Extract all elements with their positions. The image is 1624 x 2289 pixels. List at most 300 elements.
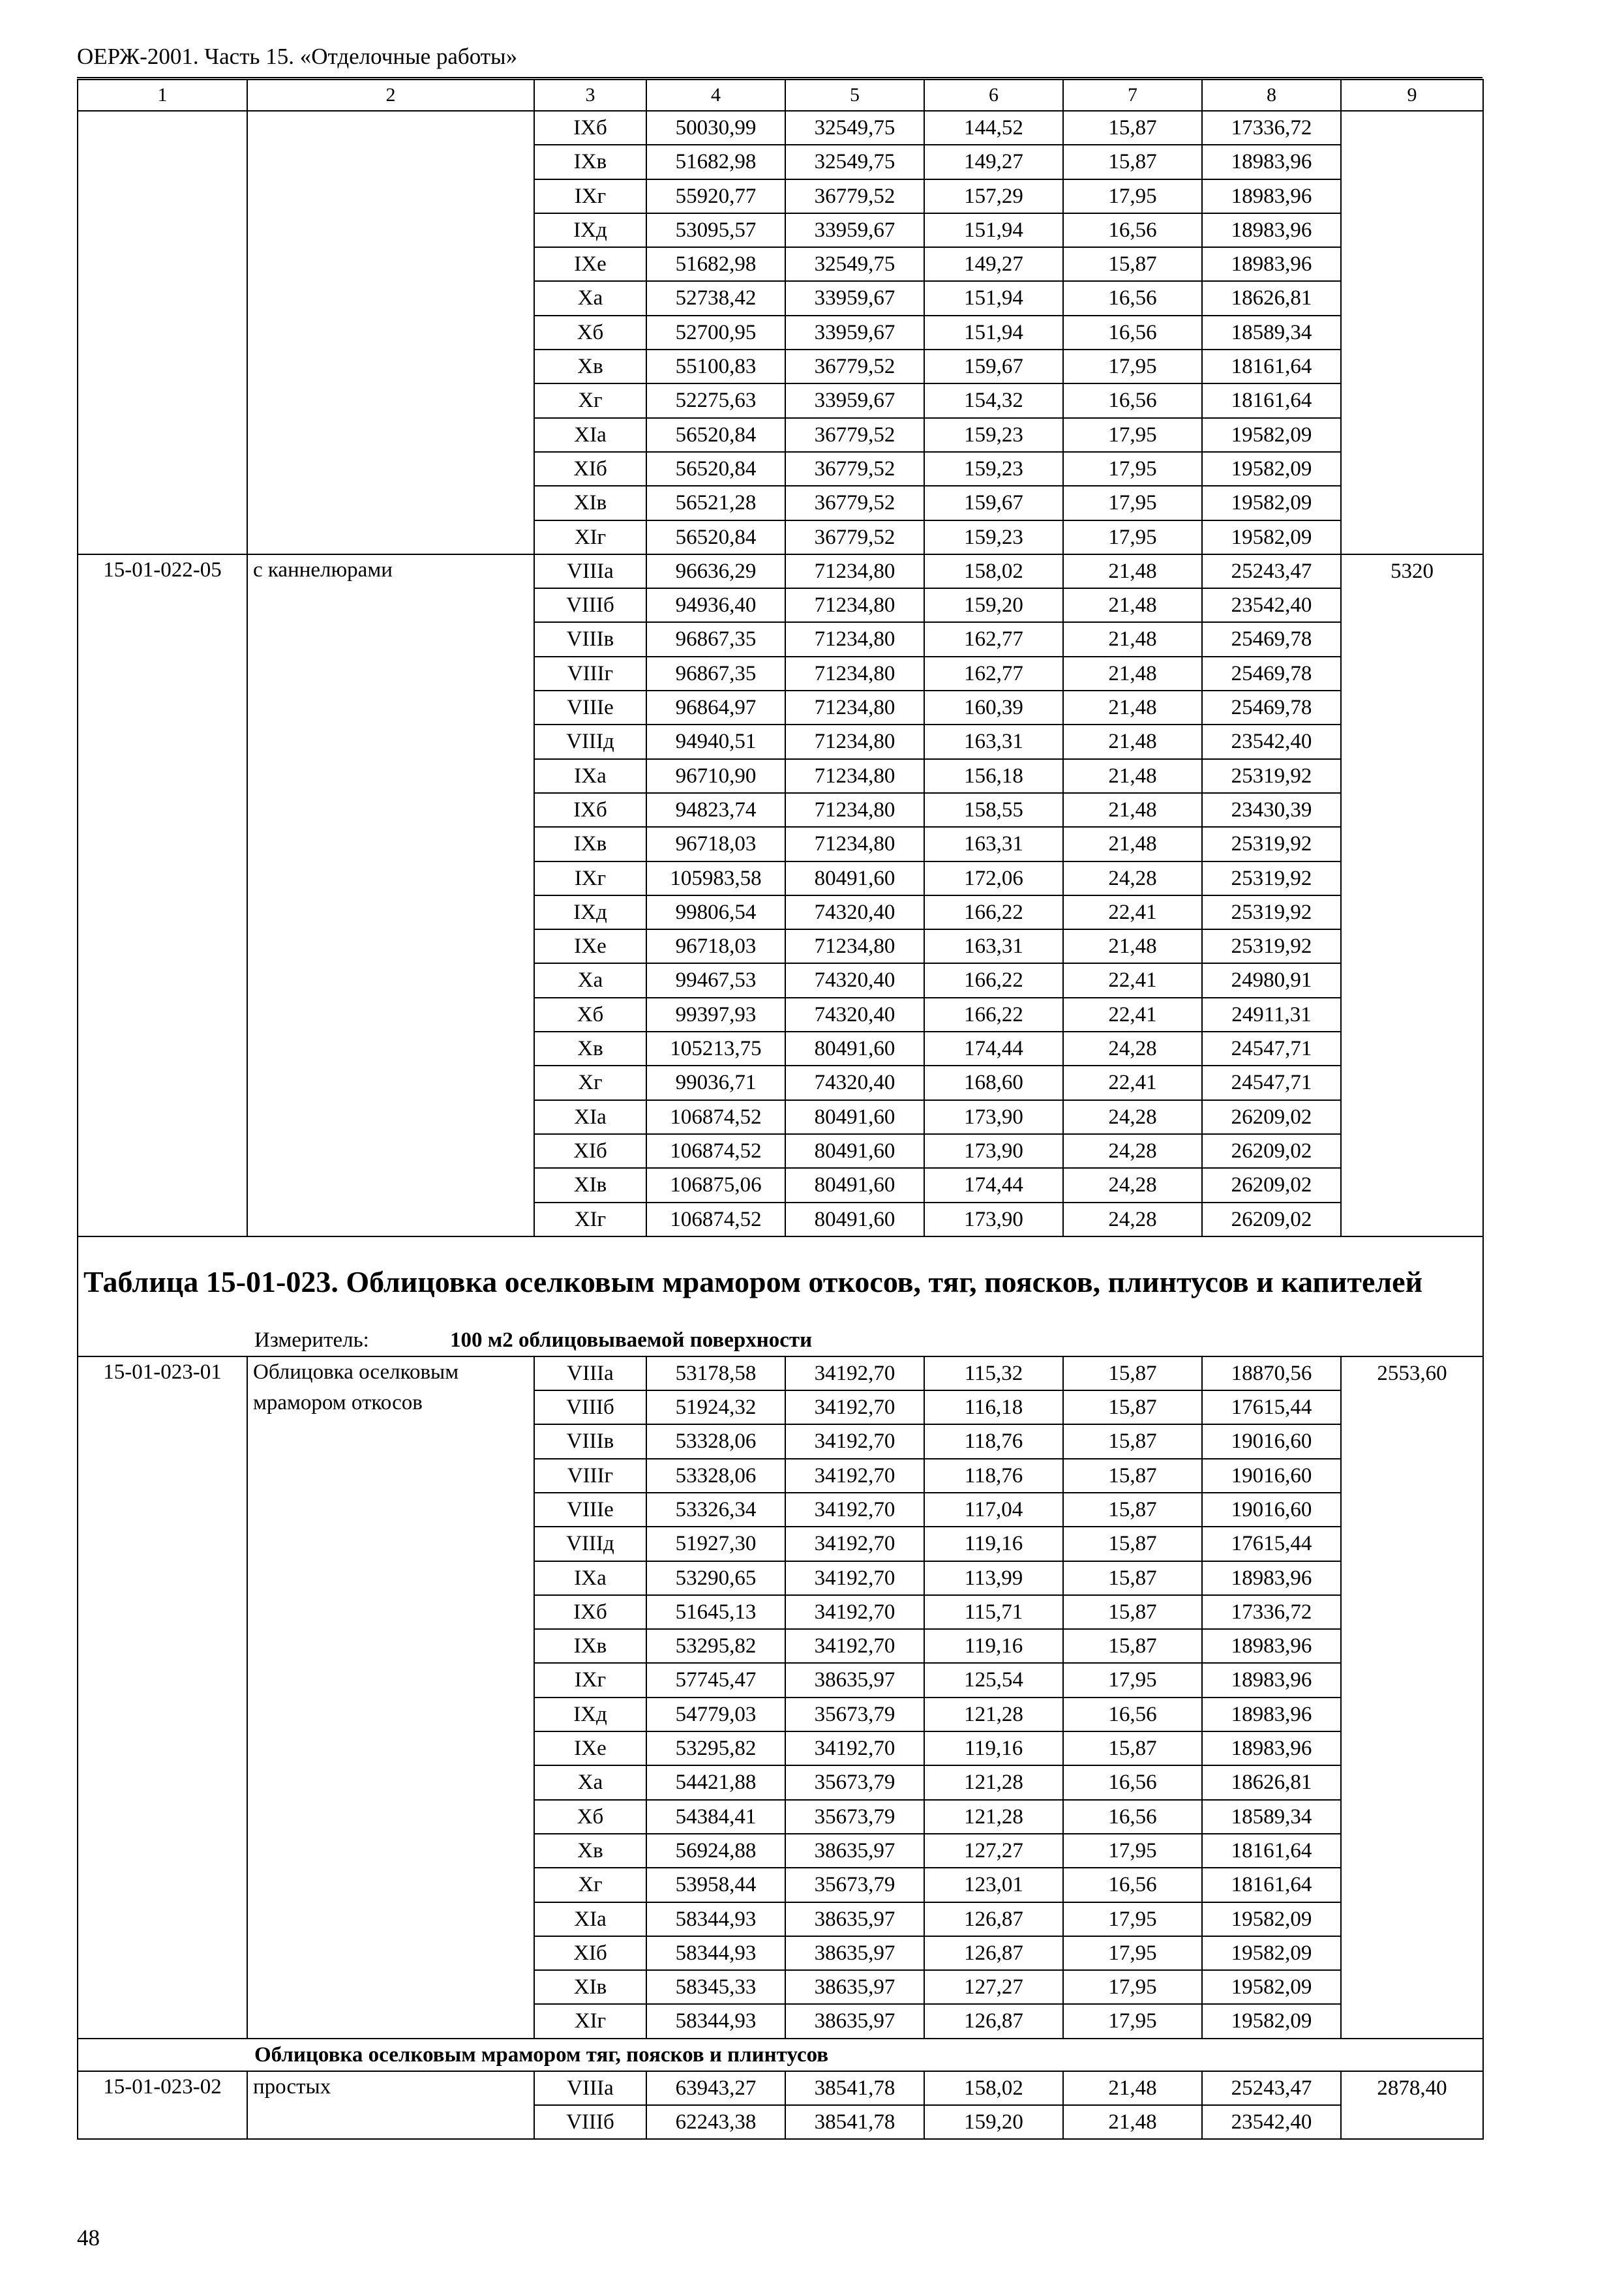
zone-cell: IXг (534, 179, 646, 213)
value-cell: 94936,40 (646, 588, 785, 622)
col9-value: 2553,60 (1341, 1356, 1483, 2039)
value-cell: 21,48 (1063, 657, 1202, 691)
value-cell: 71234,80 (785, 691, 924, 725)
value-cell: 53295,82 (646, 1731, 785, 1765)
value-cell: 151,94 (924, 281, 1063, 315)
value-cell: 56520,84 (646, 418, 785, 452)
value-cell: 71234,80 (785, 827, 924, 861)
value-cell: 15,87 (1063, 1356, 1202, 1390)
value-cell: 50030,99 (646, 111, 785, 145)
value-cell: 55920,77 (646, 179, 785, 213)
value-cell: 57745,47 (646, 1663, 785, 1697)
value-cell: 15,87 (1063, 145, 1202, 179)
value-cell: 149,27 (924, 145, 1063, 179)
value-cell: 173,90 (924, 1134, 1063, 1168)
value-cell: 24,28 (1063, 1134, 1202, 1168)
value-cell: 38635,97 (785, 1970, 924, 2004)
value-cell: 17,95 (1063, 486, 1202, 520)
zone-cell: Xг (534, 1868, 646, 1902)
value-cell: 160,39 (924, 691, 1063, 725)
zone-cell: IXе (534, 1731, 646, 1765)
value-cell: 21,48 (1063, 622, 1202, 656)
value-cell: 53326,34 (646, 1493, 785, 1527)
value-cell: 121,28 (924, 1765, 1063, 1799)
measure-label: Измеритель: (254, 1328, 369, 1352)
value-cell: 15,87 (1063, 1629, 1202, 1663)
value-cell: 22,41 (1063, 1066, 1202, 1100)
value-cell: 34192,70 (785, 1424, 924, 1458)
value-cell: 33959,67 (785, 383, 924, 417)
value-cell: 96718,03 (646, 929, 785, 963)
value-cell: 21,48 (1063, 691, 1202, 725)
value-cell: 80491,60 (785, 1134, 924, 1168)
value-cell: 25319,92 (1202, 759, 1341, 793)
zone-cell: IXд (534, 1698, 646, 1731)
zone-cell: Xа (534, 1765, 646, 1799)
zone-cell: VIIIб (534, 2105, 646, 2139)
zone-cell: Xа (534, 281, 646, 315)
value-cell: 94940,51 (646, 725, 785, 758)
value-cell: 34192,70 (785, 1561, 924, 1595)
value-cell: 18983,96 (1202, 145, 1341, 179)
value-cell: 144,52 (924, 111, 1063, 145)
rate-code: 15-01-022-05 (78, 554, 247, 1236)
value-cell: 19582,09 (1202, 2004, 1341, 2038)
zone-cell: VIIIв (534, 1424, 646, 1458)
value-cell: 33959,67 (785, 213, 924, 247)
value-cell: 51927,30 (646, 1527, 785, 1561)
value-cell: 99467,53 (646, 963, 785, 997)
value-cell: 25319,92 (1202, 895, 1341, 929)
value-cell: 96636,29 (646, 554, 785, 588)
value-cell: 71234,80 (785, 793, 924, 827)
value-cell: 15,87 (1063, 1595, 1202, 1629)
zone-cell: XIг (534, 1203, 646, 1236)
value-cell: 38541,78 (785, 2105, 924, 2139)
value-cell: 18161,64 (1202, 1868, 1341, 1902)
zone-cell: XIг (534, 520, 646, 554)
value-cell: 53328,06 (646, 1424, 785, 1458)
value-cell: 25469,78 (1202, 657, 1341, 691)
value-cell: 16,56 (1063, 1800, 1202, 1834)
table-row (78, 111, 1483, 145)
value-cell: 21,48 (1063, 2105, 1202, 2139)
value-cell: 35673,79 (785, 1800, 924, 1834)
value-cell: 18983,96 (1202, 1731, 1341, 1765)
value-cell: 38541,78 (785, 2071, 924, 2105)
value-cell: 21,48 (1063, 554, 1202, 588)
column-number-row (78, 80, 1483, 111)
value-cell: 34192,70 (785, 1629, 924, 1663)
value-cell: 127,27 (924, 1834, 1063, 1868)
value-cell: 53178,58 (646, 1356, 785, 1390)
zone-cell: VIIIа (534, 554, 646, 588)
value-cell: 26209,02 (1202, 1168, 1341, 1202)
value-cell: 154,32 (924, 383, 1063, 417)
value-cell: 99806,54 (646, 895, 785, 929)
value-cell: 55100,83 (646, 350, 785, 383)
zone-cell: VIIIа (534, 2071, 646, 2105)
value-cell: 24,28 (1063, 1032, 1202, 1066)
value-cell: 115,32 (924, 1356, 1063, 1390)
value-cell: 32549,75 (785, 111, 924, 145)
zone-cell: IXе (534, 929, 646, 963)
value-cell: 18983,96 (1202, 1629, 1341, 1663)
column-number: 2 (247, 80, 534, 111)
subheading-row (78, 2039, 1483, 2071)
zone-cell: XIа (534, 1100, 646, 1134)
value-cell: 126,87 (924, 1902, 1063, 1936)
value-cell: 35673,79 (785, 1868, 924, 1902)
zone-cell: VIIIе (534, 1493, 646, 1527)
value-cell: 159,23 (924, 452, 1063, 486)
zone-cell: Xа (534, 963, 646, 997)
value-cell: 19016,60 (1202, 1424, 1341, 1458)
value-cell: 35673,79 (785, 1698, 924, 1731)
zone-cell: IXа (534, 759, 646, 793)
value-cell: 159,20 (924, 2105, 1063, 2139)
value-cell: 158,02 (924, 554, 1063, 588)
zone-cell: XIб (534, 1134, 646, 1168)
value-cell: 24,28 (1063, 1100, 1202, 1134)
value-cell: 16,56 (1063, 316, 1202, 350)
table-title-row (78, 1236, 1483, 1324)
value-cell: 26209,02 (1202, 1134, 1341, 1168)
zone-cell: XIб (534, 1936, 646, 1970)
value-cell: 106875,06 (646, 1168, 785, 1202)
value-cell: 118,76 (924, 1424, 1063, 1458)
value-cell: 62243,38 (646, 2105, 785, 2139)
value-cell: 172,06 (924, 861, 1063, 895)
value-cell: 19582,09 (1202, 486, 1341, 520)
value-cell: 36779,52 (785, 179, 924, 213)
zone-cell: VIIIв (534, 622, 646, 656)
value-cell: 18161,64 (1202, 383, 1341, 417)
value-cell: 106874,52 (646, 1100, 785, 1134)
value-cell: 15,87 (1063, 1424, 1202, 1458)
value-cell: 173,90 (924, 1100, 1063, 1134)
value-cell: 56520,84 (646, 452, 785, 486)
value-cell: 24,28 (1063, 1168, 1202, 1202)
value-cell: 74320,40 (785, 963, 924, 997)
value-cell: 38635,97 (785, 1663, 924, 1697)
value-cell: 18983,96 (1202, 1698, 1341, 1731)
table-row (78, 554, 1483, 588)
value-cell: 36779,52 (785, 520, 924, 554)
value-cell: 18589,34 (1202, 1800, 1341, 1834)
value-cell: 53295,82 (646, 1629, 785, 1663)
value-cell: 15,87 (1063, 247, 1202, 281)
zone-cell: IXв (534, 827, 646, 861)
col9-value (1341, 111, 1483, 554)
value-cell: 58344,93 (646, 1936, 785, 1970)
value-cell: 17,95 (1063, 1834, 1202, 1868)
value-cell: 80491,60 (785, 1168, 924, 1202)
value-cell: 159,67 (924, 486, 1063, 520)
value-cell: 116,18 (924, 1390, 1063, 1424)
value-cell: 80491,60 (785, 1032, 924, 1066)
value-cell: 34192,70 (785, 1459, 924, 1493)
value-cell: 33959,67 (785, 281, 924, 315)
value-cell: 174,44 (924, 1032, 1063, 1066)
value-cell: 21,48 (1063, 929, 1202, 963)
value-cell: 71234,80 (785, 725, 924, 758)
value-cell: 156,18 (924, 759, 1063, 793)
value-cell: 54421,88 (646, 1765, 785, 1799)
value-cell: 17615,44 (1202, 1390, 1341, 1424)
value-cell: 58345,33 (646, 1970, 785, 2004)
measure-cell (78, 1324, 1483, 1356)
value-cell: 26209,02 (1202, 1100, 1341, 1134)
value-cell: 96867,35 (646, 622, 785, 656)
value-cell: 19582,09 (1202, 418, 1341, 452)
value-cell: 17,95 (1063, 1970, 1202, 2004)
value-cell: 159,20 (924, 588, 1063, 622)
value-cell: 80491,60 (785, 1203, 924, 1236)
value-cell: 121,28 (924, 1800, 1063, 1834)
value-cell: 17,95 (1063, 2004, 1202, 2038)
value-cell: 99036,71 (646, 1066, 785, 1100)
page-number: 48 (77, 2225, 100, 2251)
zone-cell: VIIIг (534, 1459, 646, 1493)
value-cell: 163,31 (924, 725, 1063, 758)
zone-cell: VIIIб (534, 1390, 646, 1424)
value-cell: 24547,71 (1202, 1032, 1341, 1066)
value-cell: 53290,65 (646, 1561, 785, 1595)
value-cell: 33959,67 (785, 316, 924, 350)
value-cell: 34192,70 (785, 1731, 924, 1765)
value-cell: 19016,60 (1202, 1459, 1341, 1493)
column-number: 9 (1341, 80, 1483, 111)
value-cell: 23430,39 (1202, 793, 1341, 827)
value-cell: 123,01 (924, 1868, 1063, 1902)
col9-value: 5320 (1341, 554, 1483, 1236)
value-cell: 118,76 (924, 1459, 1063, 1493)
value-cell: 106874,52 (646, 1203, 785, 1236)
value-cell: 166,22 (924, 895, 1063, 929)
zone-cell: Xв (534, 350, 646, 383)
value-cell: 32549,75 (785, 247, 924, 281)
value-cell: 74320,40 (785, 1066, 924, 1100)
value-cell: 51682,98 (646, 145, 785, 179)
zone-cell: IXд (534, 895, 646, 929)
value-cell: 17,95 (1063, 452, 1202, 486)
value-cell: 162,77 (924, 657, 1063, 691)
value-cell: 115,71 (924, 1595, 1063, 1629)
value-cell: 71234,80 (785, 929, 924, 963)
value-cell: 24980,91 (1202, 963, 1341, 997)
value-cell: 38635,97 (785, 2004, 924, 2038)
value-cell: 53958,44 (646, 1868, 785, 1902)
value-cell: 173,90 (924, 1203, 1063, 1236)
col9-value: 2878,40 (1341, 2071, 1483, 2140)
value-cell: 119,16 (924, 1731, 1063, 1765)
rates-table (77, 79, 1484, 2140)
value-cell: 157,29 (924, 179, 1063, 213)
value-cell: 166,22 (924, 963, 1063, 997)
value-cell: 166,22 (924, 998, 1063, 1032)
value-cell: 23542,40 (1202, 2105, 1341, 2139)
value-cell: 151,94 (924, 213, 1063, 247)
value-cell: 52275,63 (646, 383, 785, 417)
value-cell: 15,87 (1063, 1390, 1202, 1424)
value-cell: 51924,32 (646, 1390, 785, 1424)
value-cell: 105213,75 (646, 1032, 785, 1066)
value-cell: 52738,42 (646, 281, 785, 315)
value-cell: 24,28 (1063, 1203, 1202, 1236)
zone-cell: Xв (534, 1032, 646, 1066)
value-cell: 22,41 (1063, 963, 1202, 997)
value-cell: 24911,31 (1202, 998, 1341, 1032)
value-cell: 16,56 (1063, 1868, 1202, 1902)
value-cell: 18161,64 (1202, 350, 1341, 383)
value-cell: 17615,44 (1202, 1527, 1341, 1561)
zone-cell: XIв (534, 1168, 646, 1202)
column-number: 8 (1202, 80, 1341, 111)
value-cell: 18983,96 (1202, 179, 1341, 213)
zone-cell: VIIIг (534, 657, 646, 691)
value-cell: 126,87 (924, 2004, 1063, 2038)
value-cell: 18983,96 (1202, 247, 1341, 281)
zone-cell: XIв (534, 486, 646, 520)
zone-cell: Xг (534, 1066, 646, 1100)
value-cell: 158,02 (924, 2071, 1063, 2105)
value-cell: 119,16 (924, 1527, 1063, 1561)
value-cell: 21,48 (1063, 588, 1202, 622)
value-cell: 80491,60 (785, 1100, 924, 1134)
value-cell: 18626,81 (1202, 1765, 1341, 1799)
value-cell: 94823,74 (646, 793, 785, 827)
work-name: Облицовка оселковым мрамором откосов (247, 1356, 534, 2039)
rate-code (78, 111, 247, 554)
zone-cell: VIIIб (534, 588, 646, 622)
value-cell: 159,23 (924, 418, 1063, 452)
value-cell: 168,60 (924, 1066, 1063, 1100)
value-cell: 126,87 (924, 1936, 1063, 1970)
value-cell: 19582,09 (1202, 452, 1341, 486)
value-cell: 121,28 (924, 1698, 1063, 1731)
value-cell: 15,87 (1063, 1459, 1202, 1493)
value-cell: 16,56 (1063, 281, 1202, 315)
value-cell: 117,04 (924, 1493, 1063, 1527)
value-cell: 17,95 (1063, 418, 1202, 452)
value-cell: 158,55 (924, 793, 1063, 827)
value-cell: 36779,52 (785, 452, 924, 486)
value-cell: 52700,95 (646, 316, 785, 350)
header-rule (77, 77, 1482, 78)
zone-cell: XIв (534, 1970, 646, 2004)
zone-cell: XIа (534, 418, 646, 452)
value-cell: 25243,47 (1202, 554, 1341, 588)
value-cell: 99397,93 (646, 998, 785, 1032)
rate-code: 15-01-023-01 (78, 1356, 247, 2039)
value-cell: 18161,64 (1202, 1834, 1341, 1868)
value-cell: 18983,96 (1202, 213, 1341, 247)
value-cell: 56520,84 (646, 520, 785, 554)
value-cell: 63943,27 (646, 2071, 785, 2105)
value-cell: 18589,34 (1202, 316, 1341, 350)
value-cell: 17,95 (1063, 350, 1202, 383)
value-cell: 71234,80 (785, 622, 924, 656)
value-cell: 23542,40 (1202, 725, 1341, 758)
value-cell: 21,48 (1063, 725, 1202, 758)
value-cell: 19582,09 (1202, 1936, 1341, 1970)
value-cell: 19016,60 (1202, 1493, 1341, 1527)
zone-cell: VIIIе (534, 691, 646, 725)
table-title: Таблица 15-01-023. Облицовка оселковым мрамором откосов, тяг, поясков, плинтусов и капителей (78, 1236, 1483, 1324)
column-number: 3 (534, 80, 646, 111)
zone-cell: Xг (534, 383, 646, 417)
zone-cell: XIг (534, 2004, 646, 2038)
value-cell: 18983,96 (1202, 1561, 1341, 1595)
measure-value: 100 м2 облицовываемой поверхности (450, 1328, 813, 1352)
value-cell: 106874,52 (646, 1134, 785, 1168)
value-cell: 25469,78 (1202, 691, 1341, 725)
subheading: Облицовка оселковым мрамором тяг, поясков и плинтусов (78, 2039, 1483, 2071)
value-cell: 15,87 (1063, 1493, 1202, 1527)
value-cell: 34192,70 (785, 1390, 924, 1424)
zone-cell: IXа (534, 1561, 646, 1595)
value-cell: 32549,75 (785, 145, 924, 179)
value-cell: 25469,78 (1202, 622, 1341, 656)
zone-cell: Xб (534, 1800, 646, 1834)
zone-cell: IXб (534, 793, 646, 827)
zone-cell: Xб (534, 316, 646, 350)
value-cell: 19582,09 (1202, 1902, 1341, 1936)
value-cell: 25319,92 (1202, 827, 1341, 861)
value-cell: 34192,70 (785, 1493, 924, 1527)
value-cell: 19582,09 (1202, 1970, 1341, 2004)
value-cell: 21,48 (1063, 2071, 1202, 2105)
value-cell: 17336,72 (1202, 1595, 1341, 1629)
value-cell: 18983,96 (1202, 1663, 1341, 1697)
value-cell: 17,95 (1063, 520, 1202, 554)
value-cell: 163,31 (924, 929, 1063, 963)
value-cell: 18870,56 (1202, 1356, 1341, 1390)
column-number: 4 (646, 80, 785, 111)
value-cell: 36779,52 (785, 486, 924, 520)
value-cell: 163,31 (924, 827, 1063, 861)
value-cell: 174,44 (924, 1168, 1063, 1202)
value-cell: 96867,35 (646, 657, 785, 691)
zone-cell: IXг (534, 1663, 646, 1697)
value-cell: 25319,92 (1202, 929, 1341, 963)
value-cell: 159,23 (924, 520, 1063, 554)
value-cell: 36779,52 (785, 418, 924, 452)
value-cell: 17,95 (1063, 1936, 1202, 1970)
zone-cell: IXб (534, 1595, 646, 1629)
work-name: с каннелюрами (247, 554, 534, 1236)
column-number: 7 (1063, 80, 1202, 111)
zone-cell: Xб (534, 998, 646, 1032)
value-cell: 21,48 (1063, 827, 1202, 861)
zone-cell: IXд (534, 213, 646, 247)
value-cell: 15,87 (1063, 111, 1202, 145)
value-cell: 18626,81 (1202, 281, 1341, 315)
value-cell: 96718,03 (646, 827, 785, 861)
value-cell: 119,16 (924, 1629, 1063, 1663)
value-cell: 17,95 (1063, 179, 1202, 213)
value-cell: 96710,90 (646, 759, 785, 793)
table-row (78, 2071, 1483, 2105)
value-cell: 15,87 (1063, 1527, 1202, 1561)
zone-cell: IXв (534, 1629, 646, 1663)
zone-cell: IXв (534, 145, 646, 179)
value-cell: 24,28 (1063, 861, 1202, 895)
value-cell: 74320,40 (785, 895, 924, 929)
value-cell: 25319,92 (1202, 861, 1341, 895)
value-cell: 125,54 (924, 1663, 1063, 1697)
